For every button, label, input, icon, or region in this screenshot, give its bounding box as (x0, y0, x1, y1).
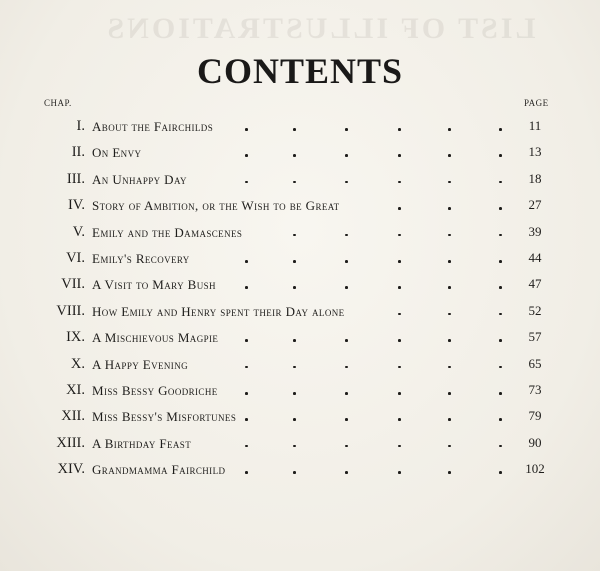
chapter-number: IX. (66, 329, 85, 346)
chapter-number: III. (66, 170, 85, 187)
leader-dot (499, 392, 502, 395)
chapter-title: A Birthday Feast (92, 435, 192, 451)
chapter-title: About the Fairchilds (92, 119, 214, 134)
page-number: 44 (528, 249, 542, 265)
toc-entry (0, 326, 600, 352)
chapter-number: I. (76, 118, 85, 134)
leader-dot (245, 286, 248, 289)
leader-dot (345, 181, 348, 184)
leader-dot (448, 181, 451, 184)
toc-entry (0, 432, 600, 458)
leader-dot (398, 260, 401, 263)
page-number: 39 (528, 223, 542, 239)
leader-dot (293, 181, 296, 184)
leader-dot (345, 128, 348, 131)
leader-dot (398, 207, 401, 210)
leader-dot (245, 181, 248, 184)
chapter-title: Story of Ambition, or the Wish to be Great (92, 198, 340, 214)
leader-dot (398, 392, 401, 395)
chapter-number: XIV. (57, 461, 85, 478)
leader-dot (293, 366, 296, 369)
chapter-title: An Unhappy Day (92, 171, 187, 187)
leader-dot (345, 234, 348, 237)
leader-dot (499, 445, 502, 448)
leader-dot (448, 471, 451, 474)
leader-dot (499, 207, 502, 210)
leader-dot (499, 286, 502, 289)
page-number: 57 (528, 329, 542, 345)
leader-dot (293, 445, 296, 448)
leader-dot (398, 339, 401, 342)
page-column-header: PAGE (524, 98, 549, 108)
leader-dot (499, 418, 502, 421)
toc-entry (0, 458, 600, 484)
leader-dot (293, 154, 296, 157)
leader-dot (398, 418, 401, 421)
leader-dot (345, 339, 348, 342)
leader-dot (245, 128, 248, 131)
leader-dot (448, 234, 451, 237)
leader-dot (499, 234, 502, 237)
chapter-title: On Envy (92, 145, 142, 161)
toc-entry (0, 353, 600, 379)
contents-list (0, 115, 600, 484)
leader-dot (448, 392, 451, 395)
chapter-title: Grandmamma Fairchild (92, 462, 226, 478)
leader-dot (448, 445, 451, 448)
toc-entry (0, 168, 600, 194)
leader-dot (499, 260, 502, 263)
page-number: 73 (528, 381, 542, 397)
leader-dot (448, 286, 451, 289)
page-number: 52 (528, 302, 542, 318)
chapter-number: IV. (67, 197, 85, 214)
leader-dot (345, 392, 348, 395)
leader-dot (398, 128, 401, 131)
leader-dot (499, 313, 502, 316)
chapter-title: A Mischievous Magpie (92, 330, 219, 346)
chapter-number: XII. (61, 408, 85, 425)
leader-dot (293, 418, 296, 421)
toc-entry (0, 115, 600, 141)
leader-dot (499, 154, 502, 157)
leader-dot (293, 392, 296, 395)
leader-dot (448, 154, 451, 157)
leader-dot (398, 366, 401, 369)
page-number: 102 (525, 461, 545, 477)
toc-entry (0, 300, 600, 326)
leader-dot (345, 445, 348, 448)
page-number: 90 (528, 434, 542, 450)
leader-dot (448, 313, 451, 316)
page-number: 18 (528, 170, 542, 186)
chapter-number: V. (72, 223, 85, 240)
leader-dot (398, 445, 401, 448)
chapter-column-header: CHAP. (44, 98, 72, 108)
leader-dot (293, 234, 296, 237)
leader-dot (448, 339, 451, 342)
chapter-number: VI. (66, 249, 85, 266)
leader-dot (245, 366, 248, 369)
chapter-number: VIII. (56, 302, 85, 319)
leader-dot (245, 392, 248, 395)
leader-dot (293, 339, 296, 342)
leader-dot (245, 471, 248, 474)
leader-dot (398, 234, 401, 237)
leader-dot (293, 128, 296, 131)
chapter-number: XI. (66, 381, 85, 398)
page-title: CONTENTS (196, 51, 404, 91)
leader-dot (398, 154, 401, 157)
leader-dot (345, 260, 348, 263)
chapter-number: X. (70, 355, 85, 372)
leader-dot (499, 339, 502, 342)
leader-dot (293, 471, 296, 474)
toc-entry (0, 221, 600, 247)
toc-entry (0, 405, 600, 431)
leader-dot (293, 260, 296, 263)
leader-dot (345, 418, 348, 421)
leader-dot (345, 154, 348, 157)
page-number: 47 (528, 276, 542, 292)
page-number: 27 (528, 197, 542, 213)
leader-dot (448, 260, 451, 263)
page-number: 65 (528, 355, 542, 371)
leader-dot (245, 445, 248, 448)
chapter-number: XIII. (56, 434, 85, 451)
leader-dot (398, 313, 401, 316)
chapter-number: VII. (61, 276, 85, 293)
leader-dot (245, 339, 248, 342)
chapter-number: II. (71, 144, 85, 161)
leader-dot (245, 418, 248, 421)
leader-dot (448, 366, 451, 369)
toc-entry (0, 379, 600, 405)
toc-entry (0, 194, 600, 220)
leader-dot (448, 207, 451, 210)
toc-entry (0, 141, 600, 167)
page-number: 11 (528, 118, 542, 133)
leader-dot (448, 418, 451, 421)
leader-dot (293, 286, 296, 289)
leader-dot (499, 128, 502, 131)
chapter-title: Miss Bessy's Misfortunes (92, 409, 237, 425)
leader-dot (345, 286, 348, 289)
leader-dot (448, 128, 451, 131)
leader-dot (398, 181, 401, 184)
chapter-title: A Visit to Mary Bush (92, 277, 216, 293)
chapter-title: Emily's Recovery (92, 250, 190, 266)
toc-entry (0, 247, 600, 273)
leader-dot (398, 286, 401, 289)
chapter-title: A Happy Evening (92, 356, 189, 372)
page-number: 13 (528, 144, 542, 160)
leader-dot (345, 366, 348, 369)
leader-dot (245, 260, 248, 263)
leader-dot (345, 471, 348, 474)
bleed-through-text: LIST OF ILLUSTRATIONS (104, 12, 536, 45)
leader-dot (499, 181, 502, 184)
chapter-title: How Emily and Henry spent their Day alone (92, 303, 345, 319)
leader-dot (245, 154, 248, 157)
toc-entry (0, 273, 600, 299)
leader-dot (499, 471, 502, 474)
leader-dot (398, 471, 401, 474)
leader-dot (499, 366, 502, 369)
page-number: 79 (528, 408, 542, 424)
chapter-title: Miss Bessy Goodriche (92, 382, 218, 398)
chapter-title: Emily and the Damascenes (92, 224, 243, 240)
